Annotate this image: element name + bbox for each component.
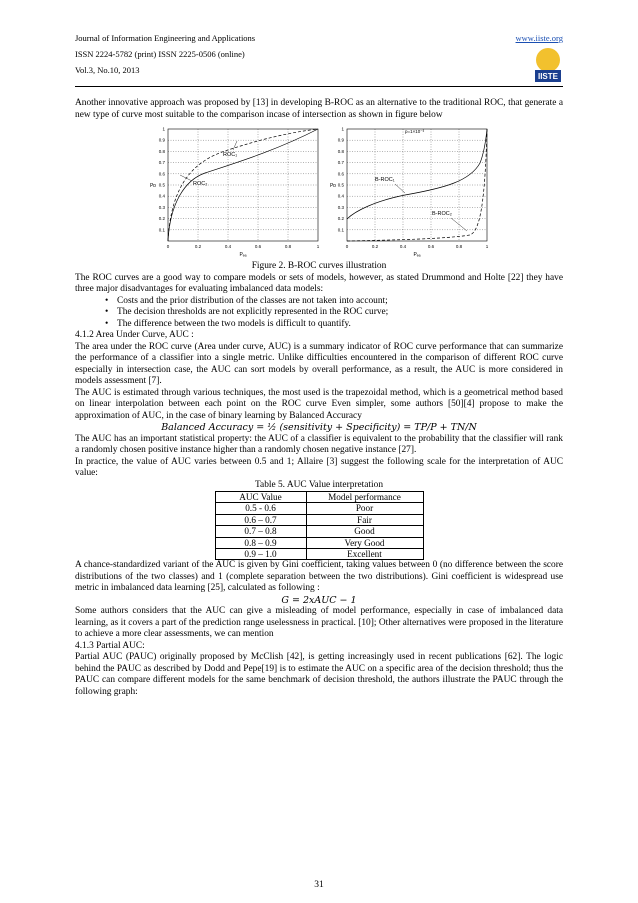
intro-paragraph: Another innovative approach was proposed by [13] in developing B-ROC as an alternative to the traditional ROC, that generate a new type of curve most suitable to the comparison incase of intersection as shown in figure below bbox=[75, 98, 563, 120]
section-heading-4-1-3: 4.1.3 Partial AUC: bbox=[75, 640, 145, 651]
table-caption: Table 5. AUC Value interpretation bbox=[254, 479, 384, 490]
right-y-tick-label: 0.4 bbox=[337, 193, 344, 199]
broc1-curve bbox=[347, 129, 487, 219]
table-row bbox=[215, 537, 423, 548]
drummond-paragraph: The ROC curves are a good way to compare models or sets of models, however, as stated Drummond and Holte [22] they have three major disadvantages for evaluating imbalanced data models: bbox=[75, 272, 563, 294]
right-y-label: Pᴅ bbox=[329, 183, 337, 189]
page-number: 31 bbox=[314, 880, 324, 890]
auc-paragraph-2: The AUC is estimated through various techniques, the most used is the trapezoidal method, which is a geometrical method based on linear interpolation between each point on the ROC curve Even simpler, some authors [50][4] propose to make the approximation of AUC, in the case of binary learning by Balanced Accuracy bbox=[75, 387, 563, 421]
table-row bbox=[215, 503, 423, 514]
right-y-tick-label: 0.3 bbox=[337, 204, 344, 210]
table-cell: Very Good bbox=[306, 537, 423, 548]
table-cell: 0.7 – 0.8 bbox=[215, 526, 306, 537]
table-header-row bbox=[215, 492, 423, 503]
misleading-paragraph: Some authors considers that the AUC can give a misleading of model performance, especially in case of imbalanced data learning, as it covers a part of the prediction range uselessness in practical. [10]; Other alternatives were proposed in the literature to achieve a more clear assessments, we can mention bbox=[75, 606, 563, 640]
table-cell: 0.6 – 0.7 bbox=[215, 514, 306, 525]
journal-url-link[interactable]: www.iiste.org bbox=[515, 33, 563, 43]
auc-interpretation-table bbox=[215, 491, 424, 560]
left-y-tick-label: 0.7 bbox=[158, 160, 165, 166]
right-x-tick-label: 0.4 bbox=[399, 244, 407, 249]
left-y-tick-label: 0.3 bbox=[158, 204, 165, 210]
table-header-cell: AUC Value bbox=[215, 492, 306, 503]
right-x-tick-label: 1 bbox=[485, 244, 489, 249]
gini-paragraph: A chance-standardized variant of the AUC is given by Gini coefficient, taking values between 0 (no difference between the score distributions of the two classes) and 1 (complete separation between the two distributions). Gini coefficient is widespread use metric in imbalanced data learning [25], calculated as following : bbox=[75, 560, 563, 594]
right-y-tick-label: 0.7 bbox=[337, 160, 344, 166]
left-y-tick-label: 0.1 bbox=[158, 227, 165, 233]
gini-equation: G = 2xAUC − 1 bbox=[281, 594, 357, 606]
table-cell: 0.5 - 0.6 bbox=[215, 503, 306, 514]
volume: Vol.3, No.10, 2013 bbox=[75, 65, 140, 75]
right-x-tick-label: 0.2 bbox=[371, 244, 379, 249]
p-annotation: p=1×10⁻³ bbox=[405, 129, 425, 134]
left-y-tick-label: 0.8 bbox=[158, 148, 165, 154]
journal-title: Journal of Information Engineering and Applications bbox=[75, 33, 256, 43]
table-cell: Poor bbox=[306, 503, 423, 514]
right-y-tick-label: 0.6 bbox=[337, 171, 344, 177]
table-cell: Fair bbox=[306, 514, 423, 525]
roc2-label: ROC₂ bbox=[193, 181, 208, 187]
left-y-tick-label: 0.6 bbox=[158, 171, 165, 177]
list-item: • Costs and the prior distribution of the classes are not taken into account; bbox=[105, 296, 563, 308]
right-y-tick-label: 0.1 bbox=[337, 227, 344, 233]
table-row bbox=[215, 549, 423, 560]
table-cell: 0.8 – 0.9 bbox=[215, 537, 306, 548]
left-x-tick-label: 0 bbox=[166, 244, 170, 249]
broc1-label: B-ROC₁ bbox=[375, 177, 395, 183]
left-y-tick-label: 0.5 bbox=[158, 182, 165, 188]
right-x-tick-label: 0.8 bbox=[455, 244, 463, 249]
disadvantages-list bbox=[75, 296, 563, 331]
left-y-tick-label: 0.4 bbox=[158, 193, 165, 199]
list-item: • The difference between the two models is difficult to quantify. bbox=[105, 319, 563, 331]
page-body bbox=[75, 98, 563, 698]
balanced-accuracy-equation: Balanced Accuracy = ½ (sensitivity + Specificity) = TP/P + TN/N bbox=[161, 422, 477, 433]
right-y-tick-label: 0.5 bbox=[337, 182, 344, 188]
left-x-label: Pₑₐ bbox=[239, 252, 247, 258]
left-x-tick-label: 0.6 bbox=[254, 244, 262, 249]
roc1-label: ROC₁ bbox=[223, 152, 238, 158]
table-cell: Excellent bbox=[306, 549, 423, 560]
right-y-tick-label: 0.8 bbox=[337, 148, 344, 154]
header-divider bbox=[75, 86, 563, 87]
left-y-tick-label: 0.2 bbox=[158, 216, 165, 222]
table-row bbox=[215, 526, 423, 537]
left-x-tick-label: 0.4 bbox=[224, 244, 232, 249]
left-y-tick-label: 1 bbox=[162, 126, 165, 132]
right-y-tick-label: 0.2 bbox=[337, 216, 344, 222]
right-x-tick-label: 0 bbox=[345, 244, 349, 249]
figure-caption: Figure 2. B-ROC curves illustration bbox=[251, 261, 387, 271]
pauc-paragraph: Partial AUC (PAUC) originally proposed by McClish [42], is getting increasingly used in recent publications [62]. The logic behind the PAUC as described by Dodd and Pepe[19] is to estimate the AUC on a specific area of the decision threshold; thus the PAUC can compare different models for the same benchmark of decision threshold, the authors illustrate the PAUC through the following graph: bbox=[75, 652, 563, 697]
left-x-tick-label: 1 bbox=[316, 244, 320, 249]
section-heading-4-1-2: 4.1.2 Area Under Curve, AUC : bbox=[75, 330, 194, 340]
left-y-tick-label: 0.9 bbox=[158, 137, 165, 143]
table-cell: 0.9 – 1.0 bbox=[215, 549, 306, 560]
left-x-tick-label: 0.2 bbox=[194, 244, 202, 249]
table-header-cell: Model performance bbox=[306, 492, 423, 503]
iiste-logo bbox=[533, 45, 563, 83]
list-item: • The decision thresholds are not explicitly represented in the ROC curve; bbox=[105, 307, 563, 319]
issn: ISSN 2224-5782 (print) ISSN 2225-0506 (online) bbox=[75, 49, 245, 59]
table-row bbox=[215, 514, 423, 525]
auc-paragraph-4: In practice, the value of AUC varies between 0.5 and 1; Allaire [3] suggest the following scale for the interpretation of AUC value: bbox=[75, 456, 563, 478]
right-x-tick-label: 0.6 bbox=[427, 244, 435, 249]
right-y-tick-label: 1 bbox=[341, 126, 344, 132]
left-x-tick-label: 0.8 bbox=[284, 244, 292, 249]
table-cell: Good bbox=[306, 526, 423, 537]
right-x-label: Pₑₐ bbox=[413, 252, 421, 258]
broc2-label: B-ROC₂ bbox=[432, 211, 452, 217]
b-roc-figure bbox=[75, 123, 563, 261]
left-y-label: Pᴅ bbox=[149, 183, 157, 189]
logo-text: IISTE bbox=[537, 72, 559, 81]
left-roc-plot bbox=[150, 127, 320, 259]
auc-paragraph-1: The area under the ROC curve (Area under curve, AUC) is a summary indicator of ROC curve performance that can summarize the performance of a classifier into a single metric. Unlike difficulties encountered in the comparison of different ROC curve especially in intersection case, the AUC can sort models by overall performance, as a result, the AUC is more considered in models assessment [7]. bbox=[75, 341, 563, 386]
auc-paragraph-3: The AUC has an important statistical property: the AUC of a classifier is equivalent to the probability that the classifier will rank a randomly chosen positive instance higher than a randomly chosen negative instance [27]. bbox=[75, 433, 563, 455]
figure-2 bbox=[75, 123, 563, 261]
right-y-tick-label: 0.9 bbox=[337, 137, 344, 143]
right-broc-plot bbox=[330, 127, 489, 259]
